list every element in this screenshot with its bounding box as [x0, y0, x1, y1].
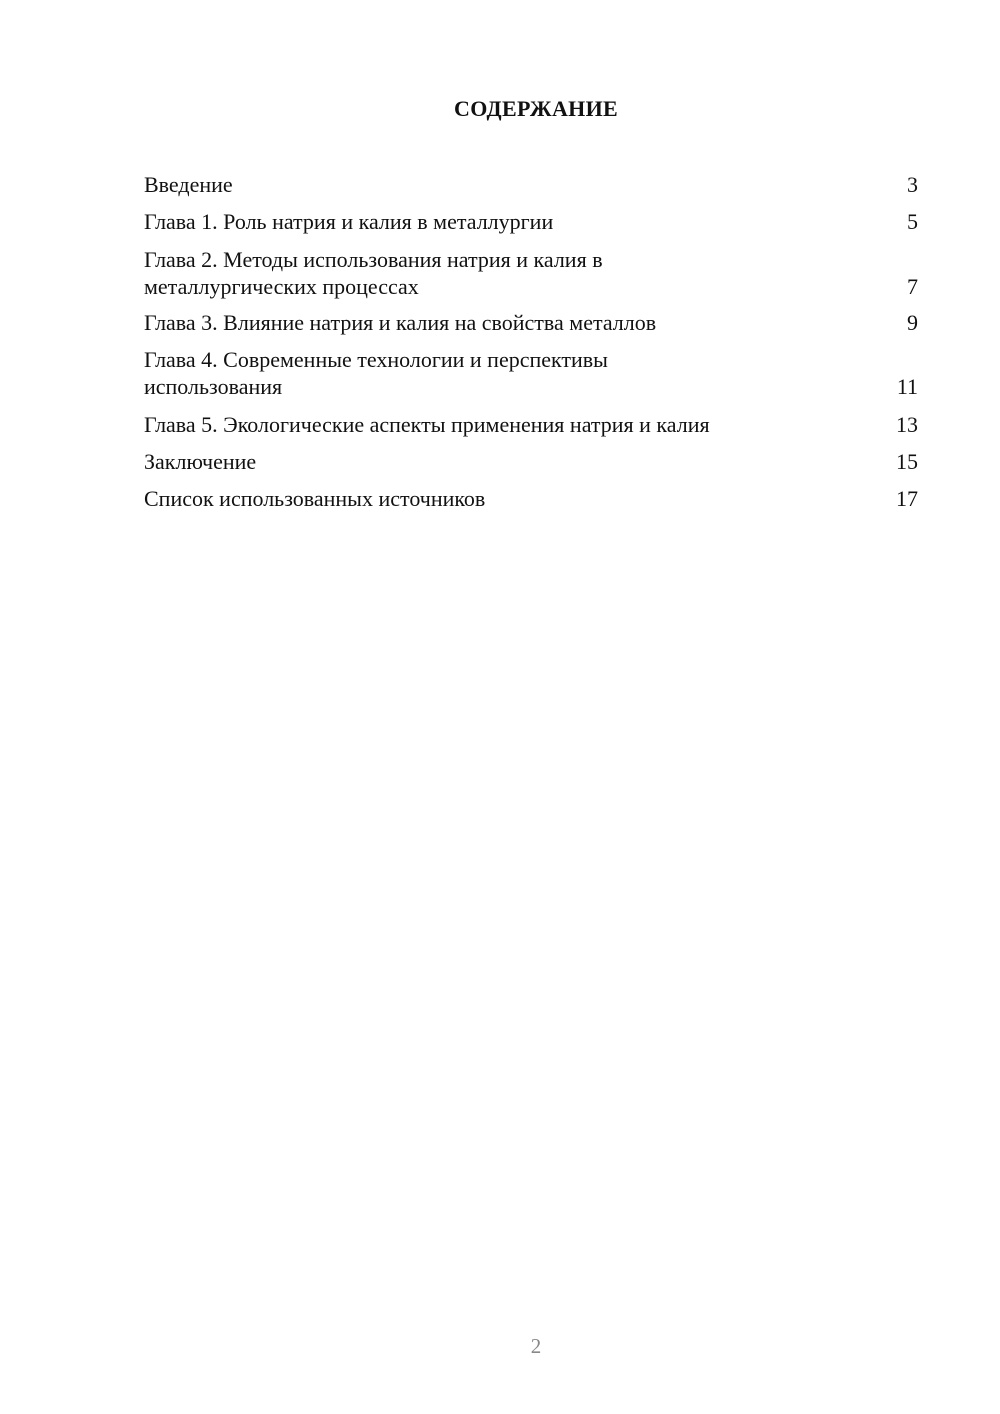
page-number: 2 [530, 1334, 542, 1358]
toc-entry-chapter-3 [144, 309, 918, 336]
toc-page-number: 9 [907, 310, 918, 335]
toc-entry-chapter-5 [144, 411, 918, 438]
toc-entry-chapter-4 [144, 346, 918, 400]
toc-entry-text: Глава 3. Влияние натрия и калия на свойства металлов [144, 310, 657, 335]
toc-entry-text: Глава 1. Роль натрия и калия в металлургии [144, 209, 554, 234]
toc-entry-chapter-2 [144, 246, 918, 300]
toc-page-number: 11 [896, 374, 918, 399]
toc-entry-text: Глава 4. Современные технологии и перспективы [144, 347, 608, 372]
toc-entry-text: использования [144, 374, 283, 399]
toc-page-number: 5 [907, 209, 918, 234]
toc-page-number: 15 [896, 449, 918, 474]
toc-page-number: 17 [896, 486, 918, 511]
toc-entry-text: Глава 5. Экологические аспекты применения натрия и калия [144, 412, 710, 437]
toc-page-number: 13 [896, 412, 918, 437]
toc-page-number: 3 [907, 172, 918, 197]
toc-entry-text: металлургических процессах [144, 274, 419, 299]
toc-entry-text: Список использованных источников [144, 486, 486, 511]
toc-entry-conclusion [144, 448, 918, 475]
toc-entry-text: Глава 2. Методы использования натрия и калия в [144, 247, 603, 272]
toc-entry-references [144, 485, 918, 512]
page-title: СОДЕРЖАНИЕ [454, 96, 618, 121]
toc-entry-text: Заключение [144, 449, 257, 474]
toc-entry-text: Введение [144, 172, 233, 197]
toc-page-number: 7 [907, 274, 918, 299]
toc-entry-chapter-1 [144, 208, 918, 235]
toc-entry-introduction [144, 171, 918, 198]
